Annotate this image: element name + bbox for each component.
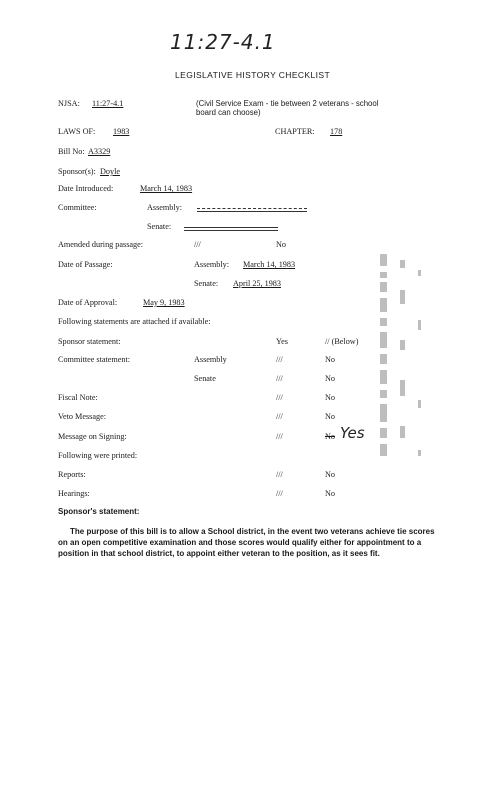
date-introduced-value: March 14, 1983 xyxy=(140,184,193,193)
date-of-approval-label: Date of Approval: xyxy=(58,298,118,307)
fiscal-note-label: Fiscal Note: xyxy=(58,393,98,402)
committee-statement-senate-label: Senate xyxy=(194,374,216,383)
committee-assembly-label: Assembly: xyxy=(147,203,183,212)
veto-message-value: No xyxy=(325,412,336,421)
fiscal-note-marker: /// xyxy=(276,393,283,402)
committee-statement-label: Committee statement: xyxy=(58,355,131,364)
handwritten-number: 11:27-4.1 xyxy=(170,30,276,54)
message-on-signing-marker: /// xyxy=(276,432,283,441)
page-title: LEGISLATIVE HISTORY CHECKLIST xyxy=(175,70,331,80)
message-on-signing-label: Message on Signing: xyxy=(58,432,127,441)
date-of-passage-label: Date of Passage: xyxy=(58,260,113,269)
sponsors-label: Sponsor(s): xyxy=(58,167,96,176)
statement-paragraph: The purpose of this bill is to allow a School district, in the event two veterans achieve tie scores on an open competitive examination and those scores would qualify either for appointment to a position in that school district, to appoint either veteran to the position, as it sees fit. xyxy=(58,527,435,558)
committee-senate-strike xyxy=(184,227,278,228)
amended-value: No xyxy=(276,240,287,249)
sponsors-value: Doyle xyxy=(100,167,121,176)
hearings-label: Hearings: xyxy=(58,489,90,498)
hearings-marker: /// xyxy=(276,489,283,498)
committee-assembly-underline xyxy=(197,211,307,212)
njsa-label: NJSA: xyxy=(58,99,80,108)
passage-senate-label: Senate: xyxy=(194,279,219,288)
committee-statement-senate-value: No xyxy=(325,374,336,383)
date-of-approval-value: May 9, 1983 xyxy=(143,298,185,307)
committee-senate-underline xyxy=(184,230,278,231)
committee-statement-assembly-marker: /// xyxy=(276,355,283,364)
veto-message-marker: /// xyxy=(276,412,283,421)
following-attached-text: Following statements are attached if available: xyxy=(58,317,211,326)
passage-assembly-label: Assembly: xyxy=(194,260,230,269)
laws-of-value: 1983 xyxy=(113,127,130,136)
sponsor-statement-yes: Yes xyxy=(276,337,288,346)
following-printed-text: Following were printed: xyxy=(58,451,138,460)
reports-marker: /// xyxy=(276,470,283,479)
hearings-value: No xyxy=(325,489,336,498)
passage-assembly-value: March 14, 1983 xyxy=(243,260,296,269)
chapter-value: 178 xyxy=(330,127,343,136)
committee-assembly-blank xyxy=(197,208,307,209)
committee-senate-label: Senate: xyxy=(147,222,172,231)
chapter-label: CHAPTER: xyxy=(275,127,315,136)
sponsor-statement-label: Sponsor statement: xyxy=(58,337,121,346)
laws-of-label: LAWS OF: xyxy=(58,127,96,136)
committee-label: Committee: xyxy=(58,203,97,212)
bill-no-value: A3329 xyxy=(88,147,111,156)
reports-value: No xyxy=(325,470,336,479)
sponsor-statement-no: // (Below) xyxy=(325,337,359,346)
passage-senate-value: April 25, 1983 xyxy=(233,279,281,288)
njsa-note-line1: (Civil Service Exam - tie between 2 veterans - school xyxy=(196,99,379,108)
reports-label: Reports: xyxy=(58,470,86,479)
faded-stamp xyxy=(366,250,436,470)
committee-statement-assembly-label: Assembly xyxy=(194,355,227,364)
message-on-signing-struck: No xyxy=(325,432,336,441)
statement-heading: Sponsor's statement: xyxy=(58,507,140,516)
committee-statement-assembly-value: No xyxy=(325,355,336,364)
bill-no-label: Bill No: xyxy=(58,147,85,156)
fiscal-note-value: No xyxy=(325,393,336,402)
njsa-value: 11:27-4.1 xyxy=(92,99,124,108)
committee-statement-senate-marker: /// xyxy=(276,374,283,383)
date-introduced-label: Date Introduced: xyxy=(58,184,114,193)
njsa-note-line2: board can choose) xyxy=(196,108,261,117)
amended-marker: /// xyxy=(194,240,201,249)
amended-label: Amended during passage: xyxy=(58,240,144,249)
message-on-signing-handwritten: Yes xyxy=(340,424,365,442)
veto-message-label: Veto Message: xyxy=(58,412,106,421)
